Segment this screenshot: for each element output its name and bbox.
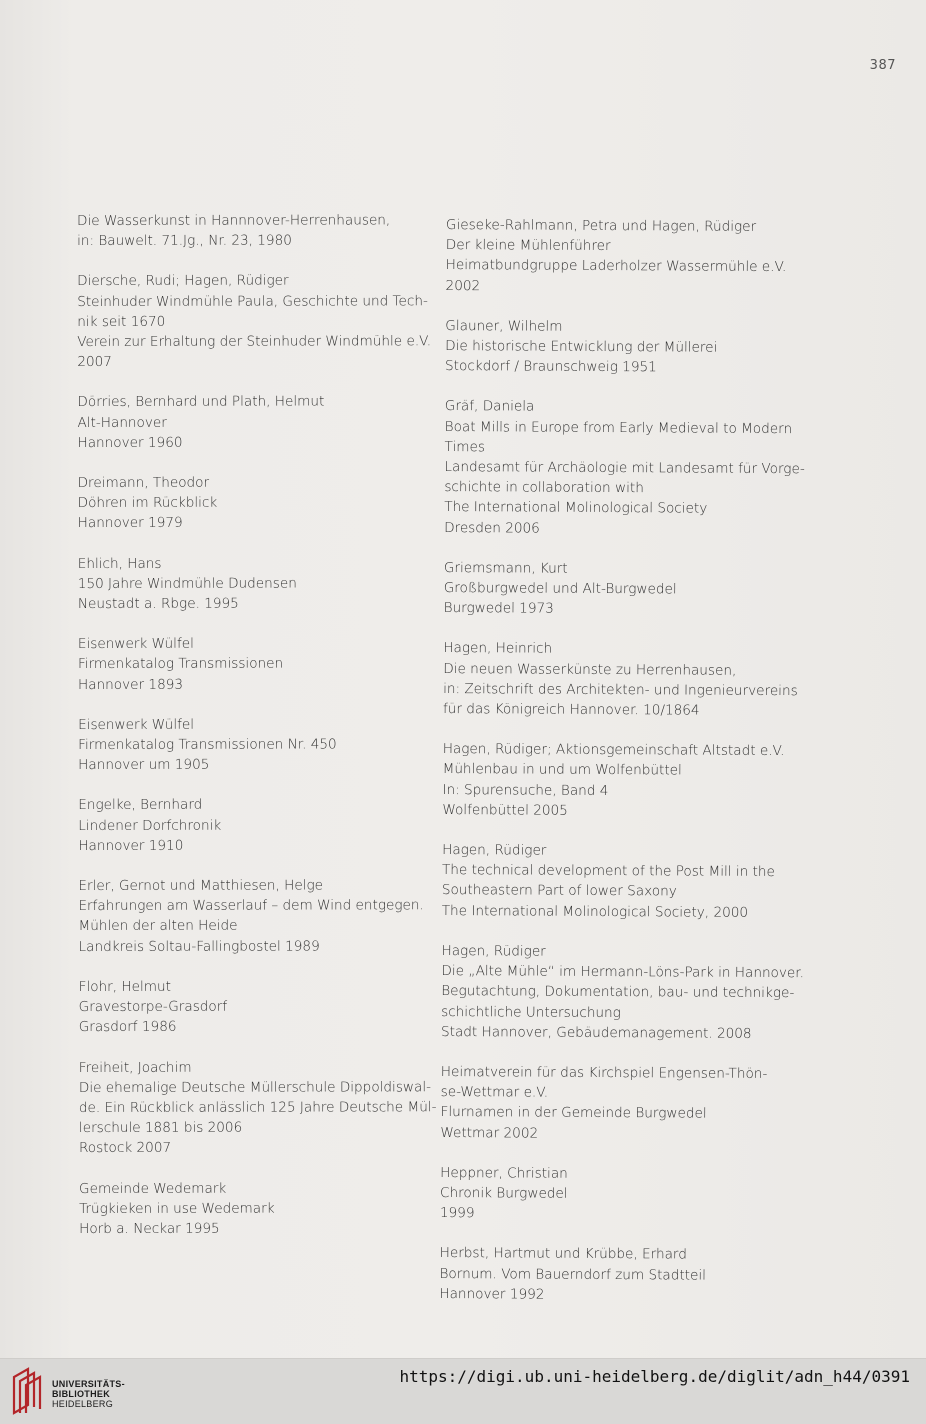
entry-line: Ehlich, Hans	[77, 555, 162, 572]
entry-line: Engelke, Bernhard	[78, 797, 203, 814]
bibliography-entry	[77, 271, 432, 373]
entry-line: schichte in collaboration with	[444, 479, 644, 497]
entry-line: Times	[444, 438, 485, 456]
entry-line: Gräf, Daniela	[444, 398, 535, 415]
bibliography-entry	[77, 392, 432, 453]
entry-line: lerschule 1881 bis 2006	[78, 1119, 243, 1137]
bibliography-entry	[78, 1057, 437, 1159]
entry-line: Hannover 1992	[439, 1285, 545, 1303]
bibliography-entry	[78, 795, 433, 856]
library-logo-text	[52, 1379, 125, 1409]
entry-line: Hannover 1893	[77, 676, 184, 693]
entry-line: Hannover 1979	[77, 515, 183, 532]
entry-line: Verein zur Erhaltung der Steinhuder Windmühle e.V.	[77, 333, 432, 351]
entry-line: Begutachtung, Dokumentation, bau- und technikge-	[441, 983, 795, 1002]
entry-line: Die „Alte Mühle“ im Hermann-Löns-Park in Hannover.	[441, 963, 805, 982]
bibliography-entry	[444, 396, 805, 540]
entry-line: Herbst, Hartmut und Krübbe, Erhard	[439, 1245, 687, 1263]
entry-line: Neustadt a. Rbge. 1995	[77, 595, 239, 613]
entry-line: se-Wettmar e.V.	[440, 1084, 549, 1101]
bibliography-entry	[443, 638, 803, 721]
entry-line: für das Königreich Hannover. 10/1864	[442, 701, 700, 719]
entry-line: Flurnamen in der Gemeinde Burgwedel	[440, 1104, 707, 1122]
entry-line: Heimatbundgruppe Laderholzer Wassermühle e.V.	[445, 257, 787, 276]
entry-line: Hannover 1960	[77, 434, 183, 451]
entry-line: in: Zeitschrift des Architekten- und Ingenieurvereins	[443, 680, 798, 700]
entry-line: Dreimann, Theodor	[77, 474, 210, 492]
bibliography-entry	[440, 1163, 800, 1226]
entry-line: Horb a. Neckar 1995	[79, 1220, 220, 1237]
entry-line: Boat Mills in Europe from Early Medieval to Modern	[444, 418, 793, 437]
bibliography-entry	[440, 1062, 800, 1145]
logo-line-2: BIBLIOTHEK	[52, 1389, 110, 1399]
entry-line: Steinhuder Windmühle Paula, Geschichte und Tech-	[77, 292, 428, 310]
entry-line: Hannover um 1905	[78, 756, 210, 774]
bibliography-column-right	[439, 215, 806, 1326]
entry-line: Hannover 1910	[78, 837, 184, 854]
entry-line: Firmenkatalog Transmissionen	[77, 656, 284, 673]
entry-line: Wolfenbüttel 2005	[442, 801, 568, 819]
entry-line: Eisenwerk Wülfel	[77, 636, 194, 653]
entry-line: Glauner, Wilhelm	[445, 317, 563, 335]
bibliography-entry	[440, 941, 805, 1044]
logo-line-3: HEIDELBERG	[52, 1399, 114, 1409]
entry-line: Gravestorpe-Grasdorf	[78, 998, 228, 1016]
entry-line: 1999	[439, 1205, 475, 1222]
bibliography-entry	[445, 316, 805, 379]
entry-line: Eisenwerk Wülfel	[78, 716, 195, 733]
bibliography-entry	[446, 215, 806, 298]
entry-line: Rostock 2007	[78, 1140, 172, 1157]
entry-line: Gieseke-Rahlmann, Petra und Hagen, Rüdiger	[445, 216, 757, 235]
entry-line: Die neuen Wasserkünste zu Herrenhausen,	[443, 660, 737, 679]
entry-line: Großburgwedel und Alt-Burgwedel	[443, 580, 677, 598]
entry-line: Heppner, Christian	[440, 1164, 568, 1182]
entry-line: The technical development of the Post Mill in the	[441, 862, 775, 881]
entry-line: Grasdorf 1986	[78, 1019, 177, 1036]
library-logo-icon	[10, 1367, 46, 1415]
entry-line: Griemsmann, Kurt	[443, 559, 568, 577]
entry-line: Hagen, Rüdiger	[441, 942, 546, 960]
bibliography-entry	[78, 714, 433, 775]
entry-line: Dörries, Bernhard und Plath, Helmut	[77, 393, 325, 411]
entry-line: Der kleine Mühlenführer	[445, 237, 611, 255]
entry-line: Burgwedel 1973	[443, 600, 554, 617]
entry-line: Dresden 2006	[444, 519, 540, 537]
entry-line: Hagen, Rüdiger; Aktionsgemeinschaft Altstadt e.V.	[442, 741, 785, 760]
entry-line: Heimatverein für das Kirchspiel Engensen-Thön-	[440, 1063, 768, 1082]
bibliography-entry	[79, 1178, 434, 1239]
bibliography-entry	[439, 1243, 799, 1306]
bibliography-entry	[78, 472, 433, 533]
entry-line: Bornum. Vom Bauerndorf zum Stadtteil	[439, 1265, 707, 1284]
entry-line: in: Bauwelt. 71.Jg., Nr. 23, 1980	[77, 232, 292, 250]
entry-line: Landkreis Soltau-Fallingbostel 1989	[78, 938, 320, 955]
logo-line-1: UNIVERSITÄTS-	[52, 1379, 125, 1389]
entry-line: 2007	[77, 354, 112, 371]
entry-line: Southeastern Part of lower Saxony	[441, 882, 677, 900]
entry-line: Stadt Hannover, Gebäudemanagement. 2008	[440, 1023, 752, 1042]
entry-line: Flohr, Helmut	[78, 978, 171, 995]
entry-line: de. Ein Rückblick anlässlich 125 Jahre Deutsche Mül-	[78, 1099, 437, 1116]
entry-line: Mühlenbau in und um Wolfenbüttel	[442, 761, 682, 779]
entry-line: nik seit 1670	[77, 313, 166, 330]
entry-line: Diersche, Rudi; Hagen, Rüdiger	[77, 272, 289, 290]
bibliography-entry	[78, 634, 433, 695]
entry-line: Trügkieken in use Wedemark	[79, 1200, 275, 1217]
entry-line: Landesamt für Archäologie mit Landesamt für Vorge-	[444, 459, 805, 478]
bibliography-entry	[79, 976, 434, 1037]
entry-line: The International Molinological Society	[444, 499, 708, 518]
entry-line: The International Molinological Society, 2000	[441, 902, 749, 921]
bibliography-entry	[78, 875, 433, 957]
entry-line: In: Spurensuche, Band 4	[442, 781, 609, 799]
entry-line: Chronik Burgwedel	[439, 1184, 568, 1202]
entry-line: Die Wasserkunst in Hannnover-Herrenhausen,	[77, 212, 391, 229]
entry-line: Döhren im Rückblick	[77, 494, 218, 512]
entry-line: Die ehemalige Deutsche Müllerschule Dippoldiswal-	[78, 1078, 432, 1096]
bibliography-entry	[77, 210, 432, 251]
entry-line: Erler, Gernot und Matthiesen, Helge	[78, 877, 324, 895]
page-number: 387	[869, 58, 896, 73]
entry-line: Hagen, Rüdiger	[442, 842, 547, 859]
bibliography-entry	[442, 840, 802, 923]
entry-line: 2002	[445, 277, 481, 294]
entry-line: Lindener Dorfchronik	[78, 817, 222, 834]
entry-line: Firmenkatalog Transmissionen Nr. 450	[78, 736, 337, 754]
entry-line: Hagen, Heinrich	[443, 640, 553, 658]
library-logo[interactable]	[10, 1367, 125, 1417]
entry-line: Stockdorf / Braunschweig 1951	[445, 358, 657, 376]
bibliography-entry	[444, 558, 804, 621]
entry-line: Wettmar 2002	[440, 1124, 539, 1142]
bibliography-column-left	[77, 210, 437, 1259]
permalink-url[interactable]: https://digi.ub.uni-heidelberg.de/diglit/adn_h44/0391	[399, 1367, 910, 1386]
bibliography-entry	[78, 553, 433, 614]
entry-line: Gemeinde Wedemark	[79, 1180, 227, 1197]
bibliography-entry	[442, 739, 802, 822]
entry-line: Alt-Hannover	[77, 414, 167, 431]
entry-line: 150 Jahre Windmühle Dudensen	[77, 575, 297, 592]
entry-line: Die historische Entwicklung der Müllerei	[445, 338, 718, 356]
entry-line: Erfahrungen am Wasserlauf – dem Wind entgegen.	[78, 897, 424, 915]
entry-line: schichtliche Untersuchung	[441, 1003, 621, 1021]
entry-line: Mühlen der alten Heide	[78, 918, 238, 935]
entry-line: Freiheit, Joachim	[78, 1059, 192, 1076]
footer-bar	[0, 1358, 926, 1424]
